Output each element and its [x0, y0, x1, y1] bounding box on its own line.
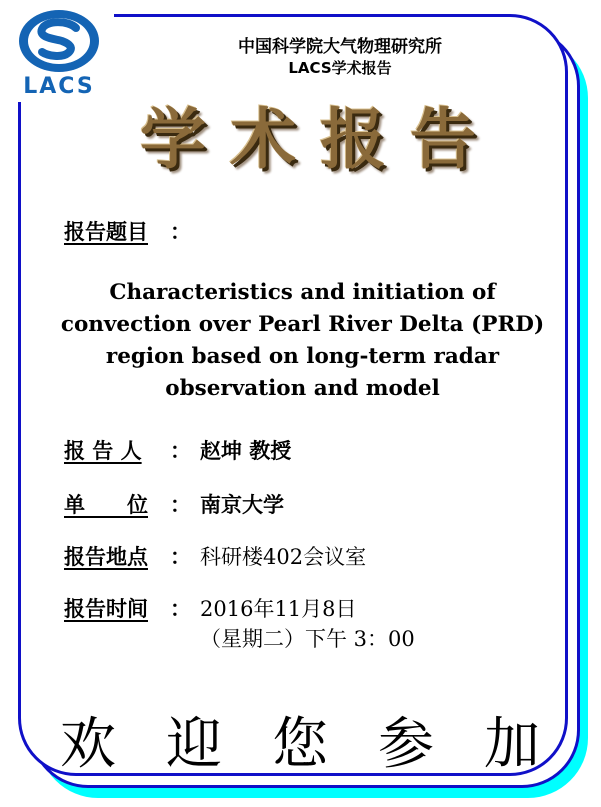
time-label: 报告时间: [64, 597, 148, 621]
welcome-char: 欢: [60, 712, 116, 777]
lacs-logo: [4, 2, 114, 102]
welcome-char: 加: [484, 712, 540, 777]
report-series: LACS学术报告: [288, 59, 392, 77]
logo-text: LACS: [23, 74, 95, 99]
topic-label: 报告题目: [64, 220, 148, 244]
location-label: 报告地点: [64, 545, 148, 569]
unit-value: 南京大学: [200, 493, 284, 517]
topic-line: region based on long-term radar: [105, 344, 500, 369]
welcome-char: 参: [378, 712, 434, 777]
location-value: 科研楼402会议室: [200, 545, 367, 569]
time-colon: ：: [170, 597, 191, 621]
topic-line: observation and model: [165, 376, 440, 401]
topic-colon: ：: [170, 220, 191, 244]
page-title: 学术报告: [140, 100, 500, 178]
institute-name: 中国科学院大气物理研究所: [238, 37, 442, 57]
unit-label: 单 位: [64, 493, 148, 517]
speaker-label: 报 告 人: [64, 439, 142, 463]
topic-line: convection over Pearl River Delta (PRD): [60, 312, 545, 337]
welcome-char: 迎: [166, 712, 222, 777]
speaker-value: 赵坤 教授: [200, 439, 292, 463]
time-value-date: 2016年11月8日: [200, 597, 357, 621]
topic-line: Characteristics and initiation of: [109, 280, 496, 305]
lacs-swirl-icon: [18, 8, 100, 74]
welcome-char: 您: [272, 712, 328, 777]
speaker-colon: ：: [170, 439, 191, 463]
location-colon: ：: [170, 545, 191, 569]
unit-colon: ：: [170, 493, 191, 517]
welcome-banner: [60, 700, 540, 780]
topic-text: [50, 277, 555, 405]
time-value-weekday: （星期二）下午 3：00: [200, 627, 415, 651]
